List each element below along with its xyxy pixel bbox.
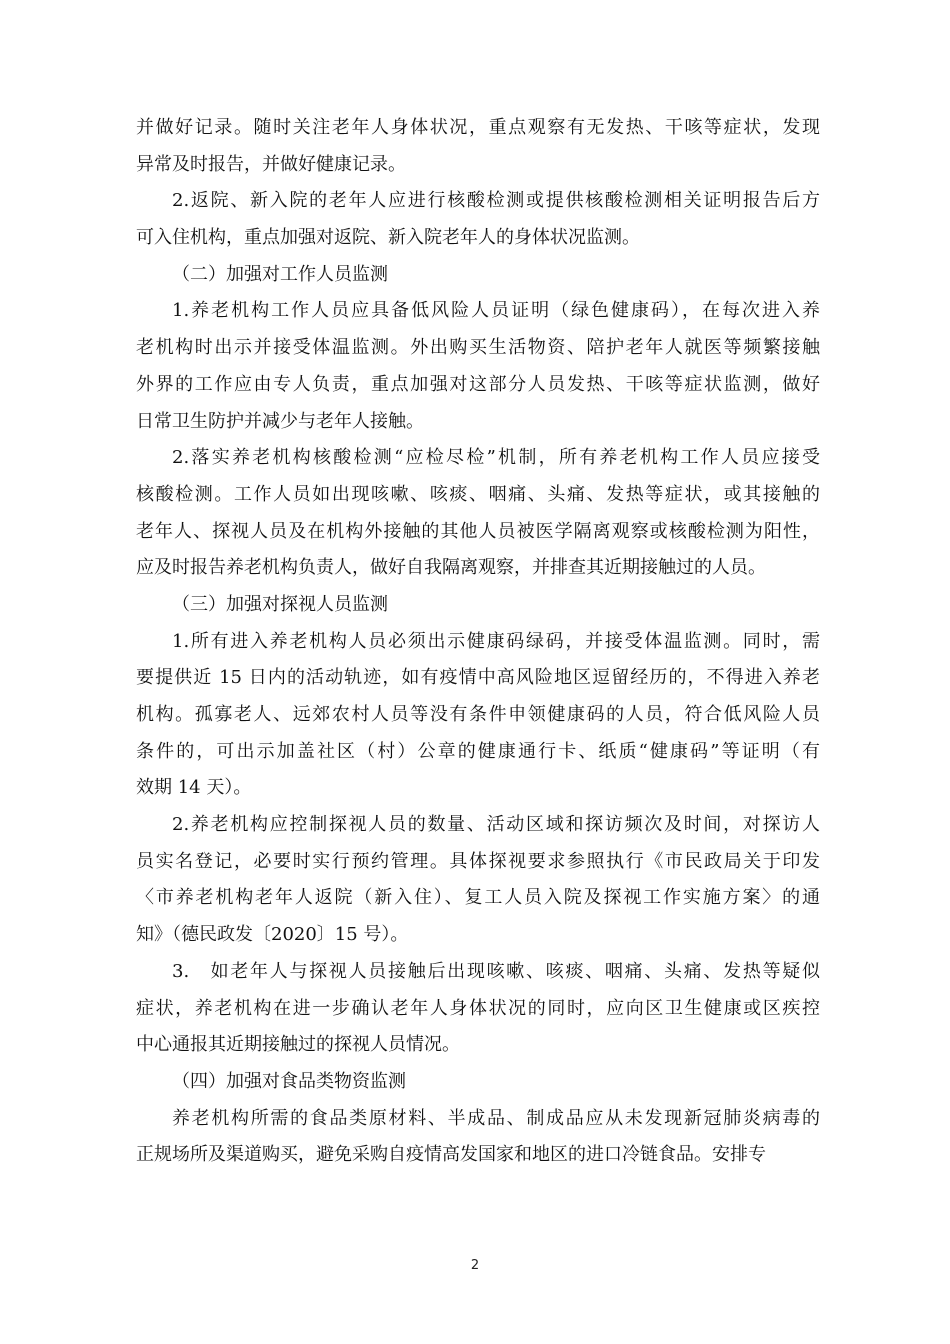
- paragraph: [136, 257, 820, 294]
- text-line: 条件的，可出示加盖社区（村）公章的健康通行卡、纸质“健康码”等证明（有: [136, 740, 820, 762]
- text-line: 中心通报其近期接触过的探视人员情况。: [136, 1034, 460, 1056]
- text-line: 并做好记录。随时关注老年人身体状况，重点观察有无发热、干咳等症状，发现: [136, 117, 820, 138]
- paragraph: [136, 1101, 820, 1174]
- text-line: 正规场所及渠道购买，避免采购自疫情高发国家和地区的进口冷链食品。安排专: [136, 1144, 766, 1166]
- text-line: 症状，养老机构在进一步确认老年人身体状况的同时，应向区卫生健康或区疾控: [136, 997, 820, 1019]
- text-line: （二）加强对工作人员监测: [172, 263, 388, 285]
- paragraph: [136, 807, 820, 954]
- paragraph: [136, 293, 820, 440]
- paragraph: [136, 1064, 820, 1101]
- paragraph: [136, 440, 820, 587]
- text-line: 1.所有进入养老机构人员必须出示健康码绿码，并接受体温监测。同时，需: [172, 630, 820, 652]
- text-line: 1.养老机构工作人员应具备低风险人员证明（绿色健康码），在每次进入养: [172, 300, 820, 322]
- text-line: 应及时报告养老机构负责人，做好自我隔离观察，并排查其近期接触过的人员。: [136, 557, 766, 579]
- paragraph: [136, 587, 820, 624]
- paragraph: [136, 110, 820, 183]
- text-line: 2.返院、新入院的老年人应进行核酸检测或提供核酸检测相关证明报告后方: [172, 190, 820, 212]
- text-line: 老年人、探视人员及在机构外接触的其他人员被医学隔离观察或核酸检测为阳性，: [136, 520, 820, 542]
- text-line: 机构。孤寡老人、远郊农村人员等没有条件申领健康码的人员，符合低风险人员: [136, 704, 820, 725]
- paragraph: [136, 954, 820, 1064]
- text-line: 异常及时报告，并做好健康记录。: [136, 153, 406, 175]
- text-line: 效期 14 天）。: [136, 777, 252, 799]
- text-line: 养老机构所需的食品类原材料、半成品、制成品应从未发现新冠肺炎病毒的: [172, 1107, 820, 1129]
- text-line: 3. 如老年人与探视人员接触后出现咳嗽、咳痰、咽痛、头痛、发热等疑似: [172, 960, 820, 982]
- text-line: 员实名登记，必要时实行预约管理。具体探视要求参照执行《市民政局关于印发: [136, 850, 820, 872]
- text-line: 要提供近 15 日内的活动轨迹，如有疫情中高风险地区逗留经历的，不得进入养老: [136, 667, 820, 689]
- text-line: 〈市养老机构老年人返院（新入住）、复工人员入院及探视工作实施方案〉的通: [136, 887, 820, 909]
- text-line: 外界的工作应由专人负责，重点加强对这部分人员发热、干咳等症状监测，做好: [136, 373, 820, 395]
- paragraph: [136, 183, 820, 256]
- text-line: 2.落实养老机构核酸检测“应检尽检”机制，所有养老机构工作人员应接受: [172, 447, 820, 469]
- text-line: （三）加强对探视人员监测: [172, 593, 388, 615]
- body-text: [136, 110, 820, 1174]
- text-line: 日常卫生防护并减少与老年人接触。: [136, 410, 424, 432]
- text-line: 老机构时出示并接受体温监测。外出购买生活物资、陪护老年人就医等频繁接触: [136, 337, 820, 359]
- text-line: 2.养老机构应控制探视人员的数量、活动区域和探访频次及时间，对探访人: [172, 814, 820, 836]
- text-line: （四）加强对食品类物资监测: [172, 1070, 406, 1092]
- text-line: 知》（德民政发〔2020〕15 号）。: [136, 924, 409, 946]
- page-number: 2: [470, 1258, 480, 1273]
- text-line: 核酸检测。工作人员如出现咳嗽、咳痰、咽痛、头痛、发热等症状，或其接触的: [136, 483, 820, 505]
- text-line: 可入住机构，重点加强对返院、新入院老年人的身体状况监测。: [136, 227, 640, 249]
- paragraph: [136, 624, 820, 807]
